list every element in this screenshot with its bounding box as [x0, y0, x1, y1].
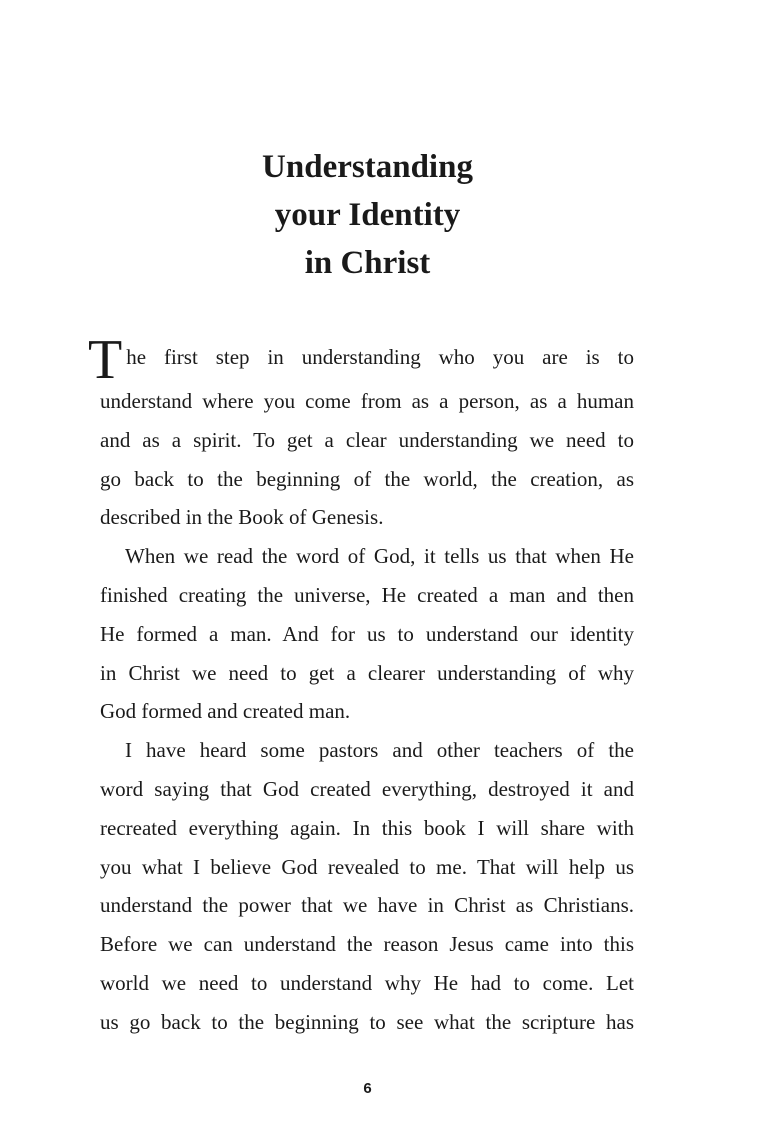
text-line: recreated everything again. In this book I will share with [100, 815, 634, 840]
text-line: God formed and created man. [100, 699, 351, 724]
body-text [88, 329, 634, 1042]
text-line: you what I believe God revealed to me. That will help us [100, 854, 634, 879]
drop-cap: T [88, 329, 123, 391]
text-line: Before we can understand the reason Jesus came into this [100, 932, 634, 957]
page-number: 6 [363, 1080, 372, 1097]
paragraph-3 [100, 731, 634, 1041]
text-line: in Christ we need to get a clearer understanding of why [100, 660, 634, 685]
text-line: When we read the word of God, it tells us that when He [125, 544, 634, 569]
paragraph-2 [100, 537, 634, 731]
paragraph-1 [88, 329, 634, 537]
chapter-title-line-2: your Identity [274, 197, 461, 233]
text-line: understand the power that we have in Christ as Christians. [100, 893, 634, 918]
text-line: world we need to understand why He had to come. Let [100, 970, 634, 995]
text-line: word saying that God created everything, destroyed it and [100, 776, 634, 801]
chapter-title [0, 143, 735, 287]
text-line: and as a spirit. To get a clear understanding we need to [100, 427, 634, 452]
text-line: he first step in understanding who you are is to [126, 345, 634, 369]
text-line: I have heard some pastors and other teachers of the [125, 738, 634, 763]
text-line: understand where you come from as a person, as a human [100, 389, 634, 413]
chapter-title-line-1: Understanding [262, 149, 473, 185]
text-line: go back to the beginning of the world, the creation, as [100, 466, 634, 491]
chapter-title-line-3: in Christ [304, 245, 431, 281]
text-line: finished creating the universe, He created a man and then [100, 582, 634, 607]
text-line: us go back to the beginning to see what the scripture has [100, 1009, 634, 1034]
text-line: described in the Book of Genesis. [100, 505, 384, 530]
text-line: He formed a man. And for us to understand our identity [100, 621, 634, 646]
